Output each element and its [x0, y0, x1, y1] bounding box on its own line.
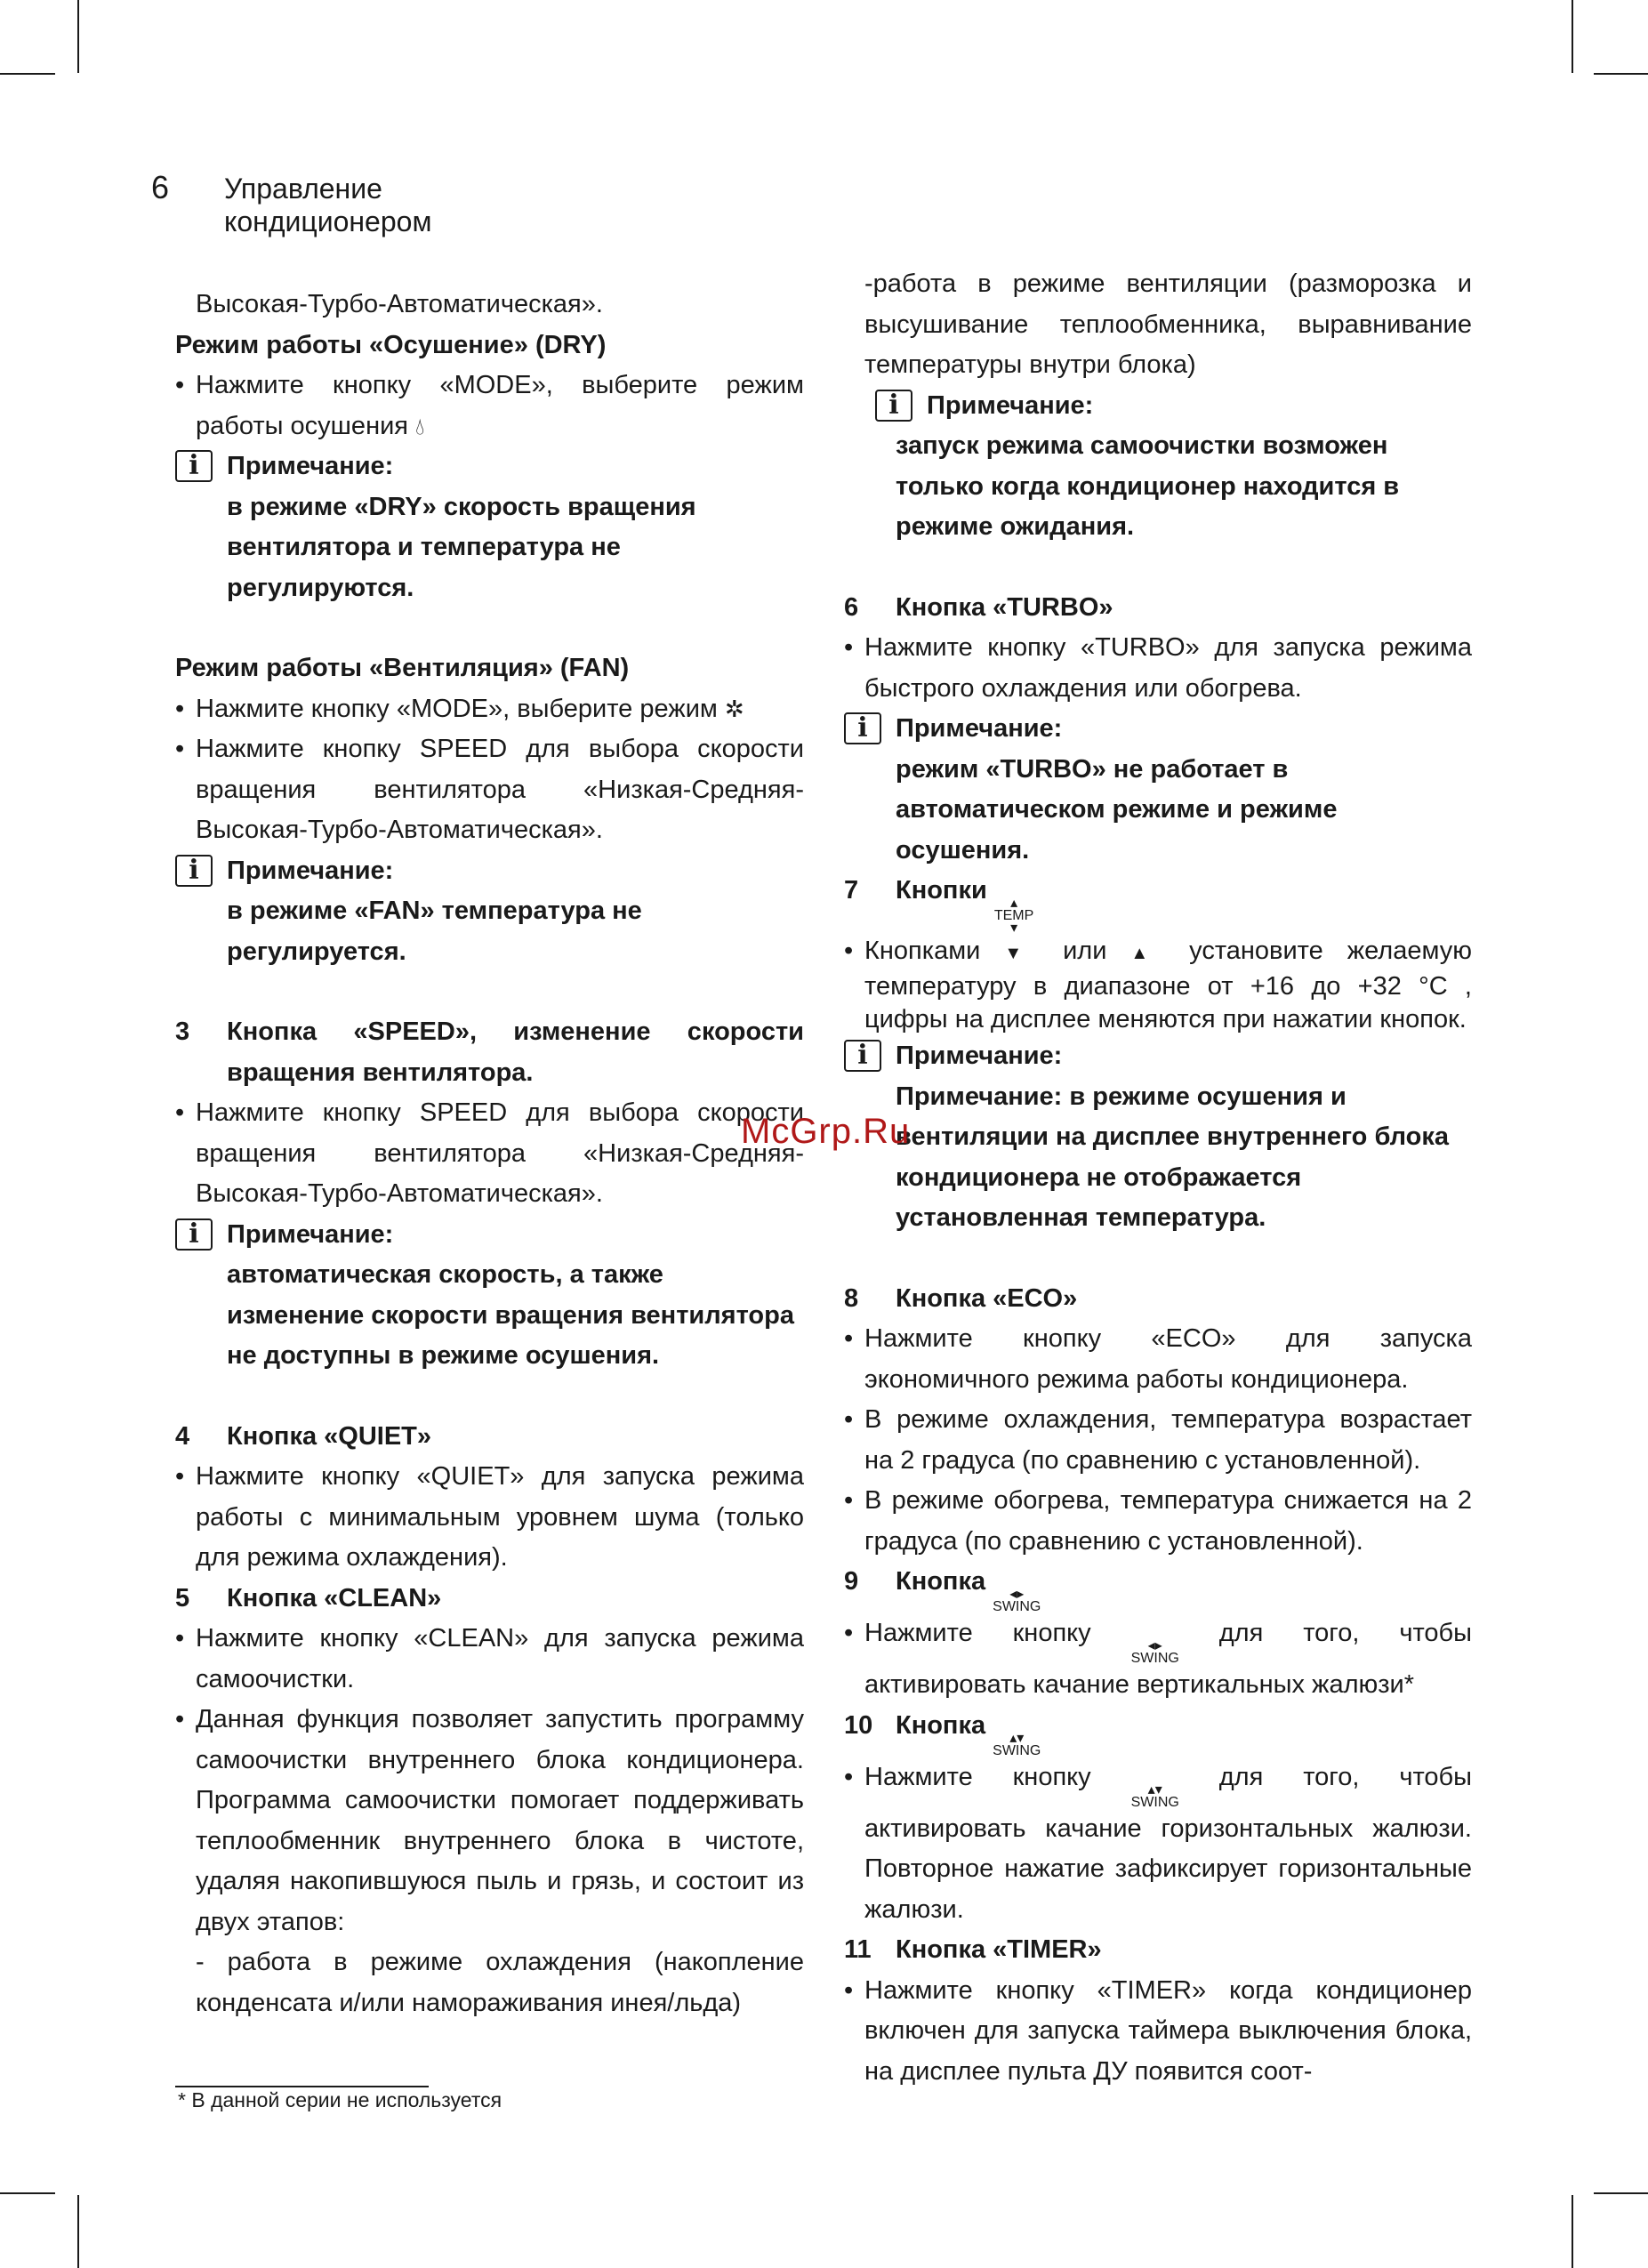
note	[844, 709, 1472, 750]
numbered-heading: 11 Кнопка «TIMER»	[844, 1935, 1102, 1964]
note	[175, 851, 804, 892]
list-item: • Нажмите кнопку «TURBO» для запуска режима быстрого охлаждения или обогрева.	[844, 628, 1472, 709]
page-title: Управление кондиционером	[224, 173, 432, 237]
list-item: • Нажмите кнопку «MODE», выберите режим работы осушения 💧︎	[175, 366, 804, 446]
note-label: Примечание:	[896, 1042, 1063, 1070]
note-label: Примечание:	[227, 452, 394, 480]
note-text: автоматическая скорость, а также изменение скорости вращения вентилятора не доступны в режиме осушения.	[227, 1260, 794, 1370]
note-label: Примечание:	[927, 390, 1094, 420]
numbered-heading: 10 Кнопка ▴▾ SWING	[844, 1710, 1041, 1758]
list-item: • Нажмите кнопку SPEED для выбора скорости вращения вентилятора «Низкая-Средняя-Высокая-Турбо-Автоматическая».	[175, 729, 804, 851]
down-arrow-icon: ▼	[1004, 944, 1040, 963]
crop-mark	[1572, 2195, 1573, 2268]
crop-mark	[1572, 0, 1573, 73]
numbered-heading: 4 Кнопка «QUIET»	[175, 1421, 432, 1451]
note-label: Примечание:	[227, 856, 394, 885]
list-item: • Нажмите кнопку «MODE», выберите режим ✲	[175, 689, 804, 730]
list-item: • В режиме обогрева, температура снижается на 2 градуса (по сравнению с установленной).	[844, 1481, 1472, 1562]
section-heading: Режим работы «Вентиляция» (FAN)	[175, 654, 630, 682]
crop-mark	[0, 73, 55, 75]
paragraph: - работа в режиме охлаждения (накопление конденсата и/или намораживания инея/льда)	[196, 1948, 804, 2017]
paragraph: Высокая-Турбо-Автоматическая».	[196, 290, 603, 318]
right-column	[844, 264, 1472, 2092]
note-text: Примечание: в режиме осушения и вентиляции на дисплее внутреннего блока кондиционера не отображается установленная температура.	[896, 1082, 1450, 1232]
list-item: • Нажмите кнопку ◂▸ SWING для того, чтобы активировать качание вертикальных жалюзи*	[844, 1613, 1472, 1706]
swing-horizontal-icon: ▴▾ SWING	[993, 1730, 1041, 1758]
paragraph: -работа в режиме вентиляции (разморозка и высушивание теплообменника, выравнивание температуры внутри блока)	[864, 269, 1472, 379]
crop-mark	[1594, 73, 1648, 75]
info-icon: i	[875, 390, 912, 422]
note-text: запуск режима самоочистки возможен только когда кондиционер находится в режиме ожидания.	[896, 431, 1400, 541]
note-label: Примечание:	[227, 1219, 394, 1249]
note	[844, 1036, 1472, 1077]
info-icon: i	[844, 1040, 881, 1072]
list-item: • В режиме охлаждения, температура возрастает на 2 градуса (по сравнению с установленной).	[844, 1400, 1472, 1481]
info-icon: i	[175, 855, 213, 887]
list-item: • Нажмите кнопку SPEED для выбора скорости вращения вентилятора «Низкая-Средняя-Высокая-Турбо-Автоматическая».	[175, 1093, 804, 1215]
list-item: • Нажмите кнопку «ECO» для запуска экономичного режима работы кондиционера.	[844, 1319, 1472, 1400]
list-item: • Кнопками ▼ или ▲ установите желаемую температуру в диапазоне от +16 до +32 °C , цифры на дисплее меняются при нажатии кнопок.	[844, 935, 1472, 1036]
note	[875, 386, 1472, 427]
swing-vertical-icon: ◂▸ SWING	[993, 1587, 1041, 1614]
watermark: McGrp.Ru	[741, 1112, 911, 1151]
info-icon: i	[844, 712, 881, 744]
temp-button-icon: ▴ TEMP ▾	[993, 896, 1034, 936]
list-item: • Нажмите кнопку «TIMER» когда кондиционер включен для запуска таймера выключения блока, на дисплее пульта ДУ появится соот-	[844, 1971, 1472, 2093]
note-text: в режиме «FAN» температура не регулируется.	[227, 897, 642, 966]
section-heading: Режим работы «Осушение» (DRY)	[175, 330, 607, 359]
numbered-heading: 8 Кнопка «ECO»	[844, 1283, 1078, 1313]
numbered-heading: 7 Кнопки ▴ TEMP ▾	[844, 876, 1034, 936]
crop-mark	[77, 0, 79, 73]
list-item: • Нажмите кнопку «QUIET» для запуска режима работы с минимальным уровнем шума (только для режима охлаждения).	[175, 1457, 804, 1579]
crop-mark	[1594, 2192, 1648, 2194]
list-item: • Нажмите кнопку «CLEAN» для запуска режима самоочистки.	[175, 1619, 804, 1700]
footnote: * В данной серии не используется	[178, 2088, 502, 2111]
up-arrow-icon: ▲	[1130, 944, 1166, 963]
left-column	[175, 285, 804, 2023]
note	[175, 1215, 804, 1256]
crop-mark	[0, 2192, 55, 2194]
swing-horizontal-icon: ▴▾ SWING	[1130, 1781, 1179, 1810]
numbered-heading: 3 Кнопка «SPEED», изменение скорости вращения вентилятора.	[175, 1017, 804, 1087]
note-text: в режиме «DRY» скорость вращения вентилятора и температура не регулируются.	[227, 492, 696, 602]
info-icon: i	[175, 450, 213, 482]
note	[175, 446, 804, 487]
numbered-heading: 9 Кнопка ◂▸ SWING	[844, 1567, 1041, 1614]
info-icon: i	[175, 1218, 213, 1251]
fan-icon: ✲	[724, 695, 744, 722]
note-label: Примечание:	[896, 714, 1063, 743]
list-item: • Нажмите кнопку ▴▾ SWING для того, чтобы активировать качание горизонтальных жалюзи. Повторное нажатие зафиксирует горизонтальные жалюзи.	[844, 1757, 1472, 1931]
page-number: 6	[151, 169, 170, 205]
crop-mark	[77, 2195, 79, 2268]
note-text: режим «TURBO» не работает в автоматическом режиме и режиме осушения.	[896, 754, 1338, 865]
swing-vertical-icon: ◂▸ SWING	[1130, 1638, 1179, 1666]
list-item: • Данная функция позволяет запустить программу самоочистки внутреннего блока кондиционера. Программа самоочистки помогает поддерживать теплообменник внутреннего блока в чистоте, удаляя накопившуюся пыль и грязь, и состоит из двух этапов:	[175, 1700, 804, 1942]
drop-icon: 💧︎	[415, 412, 425, 439]
numbered-heading: 6 Кнопка «TURBO»	[844, 592, 1113, 622]
numbered-heading: 5 Кнопка «CLEAN»	[175, 1583, 442, 1613]
footnote-divider	[175, 2086, 429, 2087]
